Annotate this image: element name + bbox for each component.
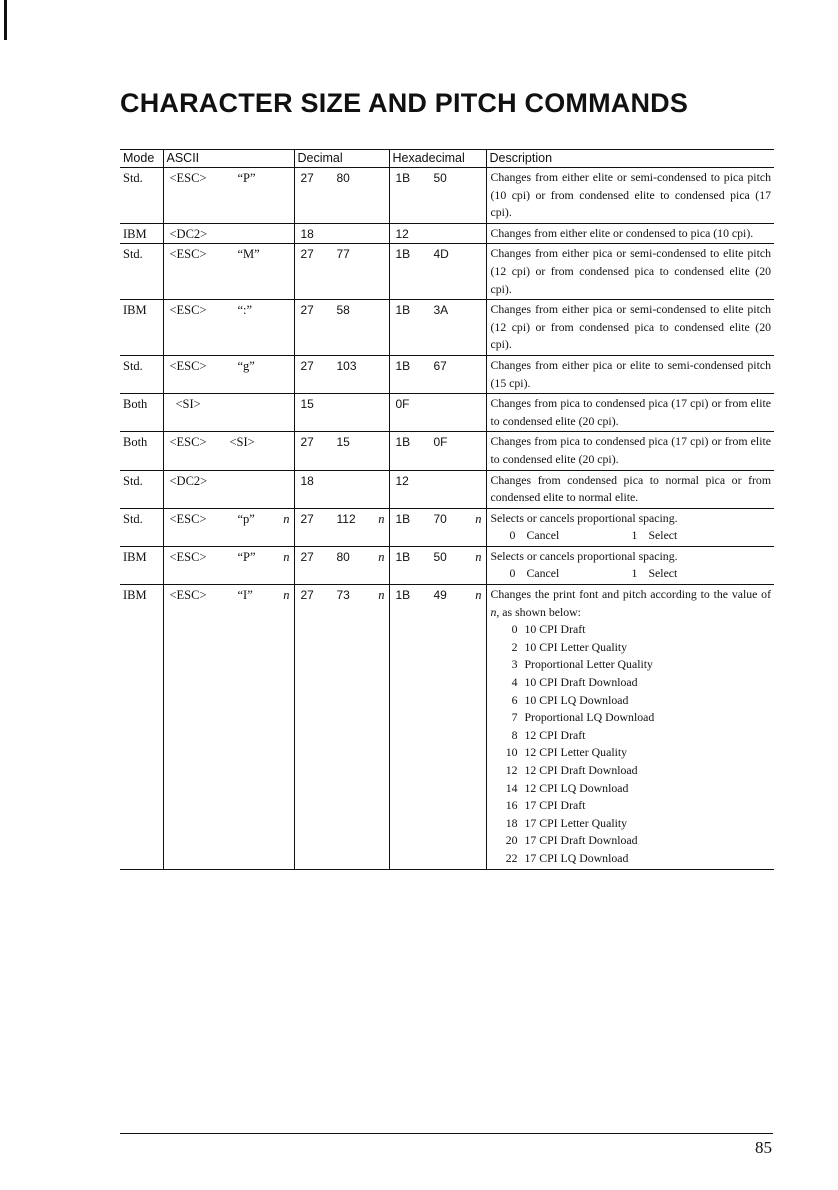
hex-code: 1B <box>395 511 411 526</box>
mode-cell: IBM <box>120 300 163 356</box>
description-text-part: , as shown below: <box>496 604 581 619</box>
ascii-code: <ESC> <box>169 549 207 564</box>
hex-code: 1B <box>395 358 411 373</box>
list-item <box>491 621 772 639</box>
ascii-code: <ESC> <box>169 303 207 318</box>
hex-cell <box>389 585 486 870</box>
ascii-code: <ESC> <box>169 358 207 373</box>
decimal-cell <box>294 244 389 300</box>
ascii-cell <box>163 432 294 470</box>
decimal-code: 15 <box>300 397 314 412</box>
font-label: 17 CPI Draft <box>524 798 586 813</box>
font-value: 18 <box>505 815 518 830</box>
ascii-cell <box>163 300 294 356</box>
parameter-n: n <box>283 511 290 526</box>
variable-n: n <box>490 604 497 619</box>
decimal-code: 18 <box>300 226 314 241</box>
decimal-code: 77 <box>336 247 350 262</box>
font-label: 12 CPI Draft Download <box>524 763 638 777</box>
ascii-code: <ESC> <box>169 588 207 603</box>
col-header-mode: Mode <box>120 150 163 168</box>
list-item <box>491 674 772 692</box>
list-item <box>491 815 772 833</box>
ascii-code: “M” <box>237 247 260 262</box>
description-cell: Changes from either elite or semi-condensed to pica pitch (10 cpi) or from condensed elite to condensed pica (17 cpi). <box>486 168 774 224</box>
hex-cell <box>389 244 486 300</box>
list-item <box>491 727 772 745</box>
description-cell: Changes from either pica or semi-condensed to elite pitch (12 cpi) or from condensed pica to condensed elite (20 cpi). <box>486 300 774 356</box>
decimal-cell <box>294 223 389 244</box>
hex-code: 50 <box>433 171 447 185</box>
font-value: 20 <box>505 833 518 848</box>
hex-cell <box>389 432 486 470</box>
list-item <box>491 832 772 850</box>
hex-code: 0F <box>395 397 410 412</box>
ascii-code: “:” <box>237 303 253 318</box>
ascii-code: <ESC> <box>169 171 207 185</box>
hex-code: 1B <box>395 549 411 564</box>
mode-cell: IBM <box>120 585 163 870</box>
decimal-cell <box>294 432 389 470</box>
hex-code: 1B <box>395 588 411 603</box>
option-value: 0 <box>509 566 516 581</box>
decimal-code: 15 <box>336 435 350 450</box>
table-row <box>120 355 774 393</box>
table-header-row <box>120 150 774 168</box>
table-row <box>120 585 774 870</box>
parameter-n: n <box>378 549 385 564</box>
decimal-code: 73 <box>336 588 350 603</box>
list-item <box>491 780 772 798</box>
decimal-code: 27 <box>300 358 314 373</box>
table-row <box>120 244 774 300</box>
font-value: 8 <box>511 727 518 742</box>
decimal-code: 27 <box>300 549 314 564</box>
description-cell <box>486 546 774 584</box>
option-row <box>491 527 772 545</box>
ascii-cell <box>163 355 294 393</box>
mode-cell: Both <box>120 432 163 470</box>
hex-code: 70 <box>433 511 447 526</box>
font-value: 14 <box>505 780 518 795</box>
mode-cell: Std. <box>123 171 143 185</box>
decimal-cell <box>294 546 389 584</box>
font-label: 12 CPI LQ Download <box>524 780 629 795</box>
hex-cell <box>389 300 486 356</box>
decimal-code: 27 <box>300 303 314 318</box>
hex-cell <box>389 508 486 546</box>
ascii-code: “I” <box>237 588 253 603</box>
hex-cell <box>389 394 486 432</box>
ascii-cell <box>163 394 294 432</box>
ascii-code: <ESC> <box>169 511 207 526</box>
ascii-cell <box>163 546 294 584</box>
font-label: 12 CPI Letter Quality <box>524 745 628 760</box>
ascii-cell <box>163 244 294 300</box>
mode-cell: IBM <box>120 223 163 244</box>
hex-code: 50 <box>433 549 447 564</box>
footer-rule <box>120 1133 773 1134</box>
font-label: 17 CPI LQ Download <box>524 850 629 865</box>
mode-cell: Std. <box>120 508 163 546</box>
decimal-code: 18 <box>300 473 314 488</box>
decimal-code: 112 <box>336 511 356 526</box>
option-value: 1 <box>631 566 638 581</box>
decimal-code: 27 <box>300 511 314 526</box>
table-row <box>120 394 774 432</box>
description-cell: Changes from condensed pica to normal pica or from condensed elite to normal elite. <box>486 470 774 508</box>
option-value: 0 <box>509 528 516 543</box>
description-cell <box>486 508 774 546</box>
font-value: 12 <box>505 763 518 777</box>
description-cell: Changes from pica to condensed pica (17 cpi) or from elite to condensed elite (20 cpi). <box>486 394 774 432</box>
hex-code: 1B <box>395 303 411 318</box>
description-cell: Changes from either elite or condensed to pica (10 cpi). <box>486 223 774 244</box>
description-cell <box>486 585 774 870</box>
font-value: 7 <box>511 710 518 725</box>
hex-code: 0F <box>433 435 448 450</box>
list-item <box>491 709 772 727</box>
description-cell: Changes from either pica or elite to semi-condensed pitch (15 cpi). <box>486 355 774 393</box>
option-label: Select <box>648 528 678 543</box>
table-row <box>120 470 774 508</box>
hex-cell <box>389 470 486 508</box>
ascii-cell <box>163 470 294 508</box>
table-row <box>120 168 774 224</box>
parameter-n: n <box>283 549 290 564</box>
hex-cell <box>389 355 486 393</box>
page-title: CHARACTER SIZE AND PITCH COMMANDS <box>120 88 689 118</box>
font-label: 17 CPI Letter Quality <box>524 815 628 830</box>
decimal-code: 103 <box>336 358 357 373</box>
list-item <box>491 797 772 815</box>
list-item <box>491 656 772 674</box>
ascii-code: <DC2> <box>169 473 208 488</box>
ascii-cell <box>163 585 294 870</box>
hex-code: 1B <box>395 247 411 262</box>
decimal-code: 58 <box>336 303 350 318</box>
parameter-n: n <box>378 511 385 526</box>
option-label: Cancel <box>526 528 560 543</box>
decimal-cell <box>294 470 389 508</box>
hex-code: 12 <box>395 473 409 488</box>
decimal-cell <box>294 300 389 356</box>
decimal-cell <box>294 355 389 393</box>
option-label: Select <box>648 566 678 581</box>
decimal-code: 27 <box>300 247 314 262</box>
col-header-decimal: Decimal <box>294 150 389 168</box>
col-header-ascii: ASCII <box>163 150 294 168</box>
option-value: 1 <box>631 528 638 543</box>
parameter-n: n <box>475 511 482 526</box>
mode-cell: IBM <box>120 546 163 584</box>
decimal-code: 80 <box>336 171 350 185</box>
description-text: Selects or cancels proportional spacing. <box>490 510 678 525</box>
list-item <box>491 762 772 780</box>
hex-cell <box>389 168 486 224</box>
decimal-code: 80 <box>336 549 350 564</box>
font-value: 2 <box>511 639 518 654</box>
font-value: 3 <box>511 657 518 672</box>
list-item <box>491 639 772 657</box>
font-value: 0 <box>511 622 518 637</box>
col-header-description: Description <box>486 150 774 168</box>
decimal-cell <box>294 394 389 432</box>
description-text: Selects or cancels proportional spacing. <box>490 548 678 563</box>
table-row <box>120 432 774 470</box>
ascii-code: <ESC> <box>169 247 207 262</box>
parameter-n: n <box>475 588 482 603</box>
hex-code: 1B <box>395 171 411 185</box>
hex-code: 49 <box>433 588 447 603</box>
font-label: 10 CPI Letter Quality <box>524 639 628 654</box>
list-item <box>491 744 772 762</box>
hex-code: 1B <box>395 435 411 450</box>
table-row <box>120 508 774 546</box>
ascii-code: <SI> <box>229 435 255 450</box>
font-label: 10 CPI LQ Download <box>524 692 629 707</box>
page-number: 85 <box>755 1138 772 1157</box>
option-label: Cancel <box>526 566 560 581</box>
ascii-cell <box>163 508 294 546</box>
ascii-code: “g” <box>237 358 255 373</box>
ascii-code: “p” <box>237 511 255 526</box>
parameter-n: n <box>475 549 482 564</box>
ascii-code: <SI> <box>175 397 201 412</box>
font-value: 22 <box>505 850 518 865</box>
hex-code: 67 <box>433 358 447 373</box>
command-table <box>120 149 774 870</box>
font-value: 4 <box>511 675 518 690</box>
ascii-cell <box>163 168 294 224</box>
mode-cell: Both <box>120 394 163 432</box>
mode-cell: Std. <box>120 244 163 300</box>
hex-code: 12 <box>395 226 409 241</box>
hex-cell <box>389 223 486 244</box>
font-list <box>491 621 772 867</box>
ascii-code: <ESC> <box>169 435 207 450</box>
hex-code: 3A <box>433 303 449 318</box>
decimal-code: 27 <box>300 171 314 185</box>
font-label: Proportional Letter Quality <box>524 657 653 672</box>
font-label: 10 CPI Draft Download <box>524 675 638 690</box>
mode-cell: Std. <box>120 355 163 393</box>
description-text <box>491 587 772 619</box>
description-text-part: Changes the print font and pitch according to the value of <box>490 587 771 602</box>
font-value: 10 <box>505 745 518 760</box>
ascii-code: “P” <box>237 171 256 185</box>
decimal-cell <box>294 585 389 870</box>
list-item <box>491 850 772 868</box>
decimal-code: 27 <box>300 588 314 603</box>
col-header-hex: Hexadecimal <box>389 150 486 168</box>
table-row <box>120 546 774 584</box>
parameter-n: n <box>378 588 385 603</box>
ascii-cell <box>163 223 294 244</box>
description-cell: Changes from pica to condensed pica (17 cpi) or from elite to condensed elite (20 cpi). <box>486 432 774 470</box>
table-row <box>120 300 774 356</box>
table-row <box>120 223 774 244</box>
font-value: 16 <box>505 798 518 813</box>
option-row <box>491 565 772 583</box>
ascii-code: “P” <box>237 549 256 564</box>
page-edge-mark <box>4 0 7 40</box>
font-label: 17 CPI Draft Download <box>524 833 638 848</box>
hex-cell <box>389 546 486 584</box>
font-label: 10 CPI Draft <box>524 622 586 637</box>
ascii-code: <DC2> <box>169 226 208 241</box>
decimal-code: 27 <box>300 435 314 450</box>
decimal-cell <box>294 508 389 546</box>
font-value: 6 <box>511 692 518 707</box>
list-item <box>491 692 772 710</box>
font-label: Proportional LQ Download <box>524 710 655 725</box>
description-cell: Changes from either pica or semi-condensed to elite pitch (12 cpi) or from condensed pica to condensed elite (20 cpi). <box>486 244 774 300</box>
mode-cell: Std. <box>120 470 163 508</box>
hex-code: 4D <box>433 247 449 262</box>
font-label: 12 CPI Draft <box>524 727 586 742</box>
parameter-n: n <box>283 588 290 603</box>
decimal-cell <box>294 168 389 224</box>
